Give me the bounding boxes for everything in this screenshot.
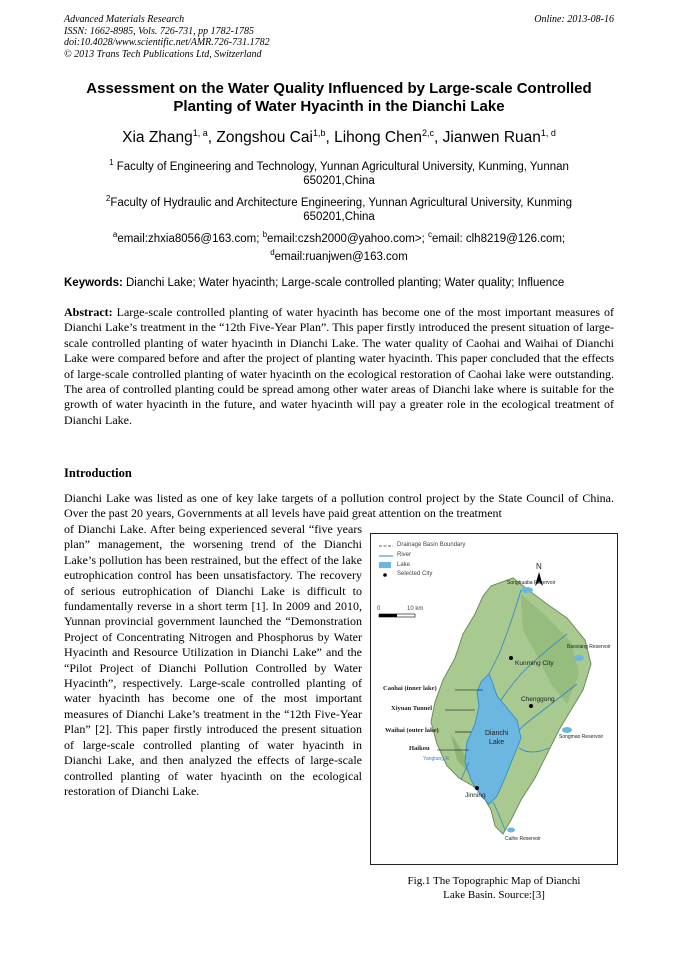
- reservoir: [562, 727, 572, 733]
- copyright: © 2013 Trans Tech Publications Ltd, Switzerland: [64, 48, 262, 60]
- affiliation-text: 650201,China: [303, 210, 375, 223]
- scale-bar-fill: [379, 614, 397, 617]
- author-name: Zongshou Cai: [216, 129, 313, 147]
- email-b[interactable]: email:czsh2000@yahoo.com>;: [267, 232, 428, 245]
- legend-river: River: [397, 552, 412, 558]
- intro-paragraph-full: Dianchi Lake was listed as one of key lake targets of a pollution control project by the State Council of China. Over the past 20 years, Governments at all levels have paid great attention on the treatment: [64, 491, 614, 521]
- affiliation-2: [70, 192, 608, 224]
- label-kunming: Kunming City: [515, 660, 554, 667]
- author-sup: 1, a: [192, 128, 208, 138]
- label-yangtang: Yangtang R.: [423, 756, 451, 762]
- label-xiyuan: Xiyuan Tunnel: [391, 705, 433, 712]
- legend-lake: Lake: [397, 562, 411, 568]
- affiliation-text: Faculty of Hydraulic and Architecture Engineering, Yunnan Agricultural University, Kunming: [110, 196, 573, 209]
- email-list: [70, 228, 608, 264]
- author-sup: 2,c: [422, 128, 435, 138]
- city-jinning: [475, 786, 479, 790]
- email-sup: b: [262, 230, 268, 239]
- reservoir: [507, 828, 515, 833]
- reservoir: [521, 587, 533, 593]
- figure-caption: [376, 874, 612, 902]
- label-lake: Lake: [489, 739, 505, 746]
- caption-line-2: Lake Basin. Source:[3]: [443, 889, 545, 901]
- label-songmao: Songmao Reservoir: [559, 734, 604, 740]
- map-graphic: [371, 534, 617, 864]
- affiliation-1: [70, 156, 608, 188]
- label-chenggong: Chenggong: [521, 696, 555, 703]
- email-sup: d: [270, 247, 275, 257]
- label-waihai: Waihai (outer lake): [385, 727, 439, 734]
- author-sup: 1, d: [540, 128, 556, 138]
- legend-city-symbol: [383, 573, 387, 577]
- label-baoxiang: Baoxiang Reservoir: [567, 644, 611, 650]
- author-list: Xia Zhang$^{1, a}$, Zongshou Cai$^{1,b}$, Lihong Chen$^{2,c}$, Jianwen Ruan$^{1, d}$: [122, 128, 556, 147]
- north-label: N: [536, 562, 542, 571]
- basin-map-figure: [370, 533, 618, 865]
- intro-paragraph-column: of Dianchi Lake. After being experienced several “five years plan” management, the worsening trend of the Dianchi Lake’s pollution has been restrained, but the effect of the lake eutrophication control has been unsatisfactory. The recovery of serious eutrophication of Dianchi Lake is difficult to fundamentally reverse in a short term [1]. In 2009 and 2010, Yunnan provincial government launched the “Demonstration Project of Concentrating Nitrogen and Phosphorus by Water Hyacinth and Resource Utilization in Dianchi Lake” and the “Pilot Project of Dianchi Pollution Controlled by Water Hyacinth”, respectively. Large-scale controlled planting of water hyacinth has become one of the most important measures of Dianchi Lake’s treatment in the “12th Five-Year Plan” [2]. This paper firstly introduced the present situation of large-scale controlled planting of water hyacinth in Dianchi Lake, and then analyzed the effects of large-scale controlled planting of water hyacinth on the ecological restoration of Dianchi Lake.: [64, 522, 362, 798]
- online-date: Online: 2013-08-16: [534, 14, 614, 25]
- caption-line-1: Fig.1 The Topographic Map of Dianchi: [407, 875, 581, 887]
- journal-name: Advanced Materials Research: [64, 14, 185, 25]
- title-line-2: Planting of Water Hyacinth in the Dianchi Lake: [173, 98, 505, 115]
- email-c[interactable]: email: clh8219@126.com;: [432, 232, 566, 245]
- author-name: Jianwen Ruan: [442, 129, 541, 147]
- abstract-text: Large-scale controlled planting of water hyacinth has become one of the most important measures of Dianchi Lake’s treatment in the “12th Five-Year Plan”. This paper firstly introduced the present situation of large-scale controlled planting of water hyacinth in Dianchi Lake. The water quality of Caohai and Waihai of Dianchi Lake were compared before and after the project of planting water hyacinth. This paper concluded that the effects of large-scale controlled planting of water hyacinth on the ecological restoration of Caohai lake were outstanding. The area of controlled planting could be spread among other water areas of Dianchi lake where is suitable for the growth of water hyacinth in the future, and water hyacinth will pay a greater role in the ecological treatment of Dianchi Lake.: [64, 305, 614, 427]
- legend-city: Selected City: [397, 571, 433, 577]
- legend-lake-symbol: [379, 562, 391, 568]
- scale-zero: 0: [377, 606, 381, 612]
- email-sup: c: [428, 230, 432, 239]
- scale-ten: 10 km: [407, 606, 424, 612]
- author-sup: 1,b: [312, 128, 326, 138]
- keywords-text: Dianchi Lake; Water hyacinth; Large-scale controlled planting; Water quality; Influence: [122, 277, 565, 289]
- label-songhuaba: Songhuaba Reservoir: [507, 580, 556, 586]
- affiliation-sup: 1: [109, 158, 114, 167]
- label-jinning: Jinning: [465, 792, 486, 799]
- doi: doi:10.4028/www.scientific.net/AMR.726-731.1782: [64, 37, 270, 48]
- drainage-basin: [431, 578, 591, 834]
- affiliation-sup: 2: [105, 194, 111, 203]
- affiliation-text: 650201,China: [303, 174, 375, 187]
- affiliation-text: Faculty of Engineering and Technology, Yunnan Agricultural University, Kunming, Yunnan: [113, 160, 569, 173]
- city-kunming: [509, 656, 513, 660]
- email-d[interactable]: email:ruanjwen@163.com: [274, 250, 408, 263]
- reservoir: [574, 655, 584, 661]
- author-name: Lihong Chen: [334, 129, 422, 147]
- legend-boundary: Drainage Basin Boundary: [397, 542, 466, 548]
- email-sup: a: [112, 230, 118, 239]
- section-heading-introduction: Introduction: [64, 466, 132, 480]
- abstract: [64, 305, 614, 428]
- label-caohai: Caohai (inner lake): [383, 685, 437, 692]
- journal-header: [64, 14, 270, 60]
- label-dianchi: Dianchi: [485, 730, 509, 737]
- title-line-1: Assessment on the Water Quality Influenced by Large-scale Controlled: [86, 80, 592, 97]
- keywords: [64, 277, 624, 289]
- label-caihe: Caihe Reservoir: [505, 836, 541, 842]
- issn: ISSN: 1662-8985, Vols. 726-731, pp 1782-1785: [64, 25, 254, 37]
- author-name: Xia Zhang: [122, 129, 193, 147]
- city-chenggong: [529, 704, 533, 708]
- label-haikou: Haikou: [409, 745, 430, 752]
- keywords-label: Keywords:: [64, 277, 123, 289]
- email-a[interactable]: email:zhxia8056@163.com;: [117, 232, 263, 245]
- paper-title: [40, 80, 638, 116]
- abstract-label: Abstract:: [64, 305, 113, 319]
